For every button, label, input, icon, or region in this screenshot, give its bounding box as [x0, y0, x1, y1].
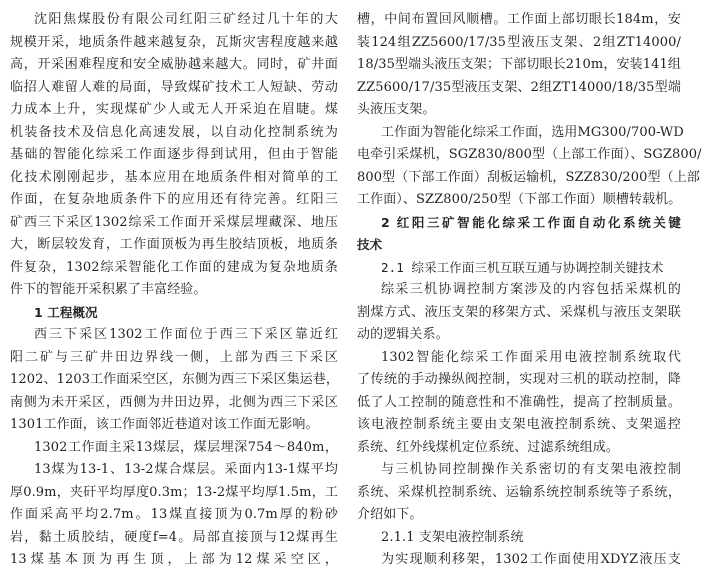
text-line: 南侧为未开采区，西侧为井田边界，北侧为西三下采区	[10, 394, 338, 410]
text-line: 系统、红外线煤机定位系统、过滤系统组成。	[357, 439, 620, 455]
text-line: 阳二矿与三矿井田边界线一侧，上部为西三下采区	[10, 349, 338, 365]
text-line: ZZ5600/17/35型液压支架、2组ZT14000/18/35型端	[357, 79, 681, 95]
text-line: 了传统的手动操纵阀控制，实现对三机的联动控制，降	[357, 372, 681, 387]
text-line: 介绍如下。	[357, 507, 423, 522]
text-line: 临招人难留人难的局面，导致煤矿技术工人短缺、劳动	[10, 79, 338, 95]
text-line: 工作面）、SZZ800/250型（下部工作面）顺槽转载机。	[357, 192, 682, 207]
text-line: 基础的智能化综采工作面逐步得到试用，但由于智能	[10, 147, 338, 162]
text-line: 头液压支架。	[357, 102, 436, 117]
text-line: 高，开采困难程度和安全威胁越来越大。同时，矿井面	[10, 57, 338, 72]
text-line: 与三机协同控制操作关系密切的有支架电液控制	[381, 462, 681, 477]
text-line: 系统、采煤机控制系统、运输系统控制系统等子系统，	[357, 484, 681, 500]
section-heading: 1 工程概况	[34, 304, 98, 320]
text-line: 大，断层较发育，工作面顶板为再生胶结顶板，地质条	[10, 237, 338, 252]
text-line: 矿西三下采区1302综采工作面开采煤层埋藏深、地压	[10, 214, 338, 230]
text-line: 13煤为13-1、13-2煤合煤层。采面内13-1煤平均	[34, 462, 338, 477]
text-line: 1302智能化综采工作面采用电液控制系统取代	[381, 349, 681, 365]
text-line: 规模开采，地质条件越来越复杂，瓦斯灾害程度越来越	[10, 34, 338, 50]
text-line: 2.1.1 支架电液控制系统	[381, 529, 524, 545]
text-line: 工作面为智能化综采工作面，选用MG300/700-WD	[381, 124, 684, 140]
text-line: 装124组ZZ5600/17/35型液压支架、2组ZT14000/	[357, 34, 681, 50]
text-line: 综采三机协调控制方案涉及的内容包括采煤机的	[381, 282, 681, 297]
text-line: 作面采高平均2.7m。13煤直接顶为0.7m厚的粉砂	[10, 507, 338, 522]
text-line: 沈阳焦煤股份有限公司红阳三矿经过几十年的大	[34, 12, 338, 27]
text-line: 18/35型端头液压支架；下部切眼长210m，安装141组	[357, 57, 681, 72]
text-line: 件复杂，1302综采智能化工作面的建成为复杂地质条	[10, 259, 338, 275]
text-line: 厚0.9m，夹矸平均厚度0.3m；13-2煤平均厚1.5m，工	[10, 484, 338, 500]
text-line: 机装备技术及信息化高速发展，以自动化控制系统为	[10, 124, 338, 140]
section-heading: 2 红阳三矿智能化综采工作面自动化系统关键	[381, 214, 681, 230]
text-line: 槽，中间布置回风顺槽。工作面上部切眼长184m，安	[357, 12, 681, 27]
text-line: 1302工作面主采13煤层，煤层埋深754～840m，	[34, 439, 338, 455]
text-line: 力成本上升，实现煤矿少人或无人开采迫在眉睫。煤	[10, 102, 338, 117]
text-line: 800型（下部工作面）刮板运输机，SZZ830/200型（上部	[357, 169, 700, 185]
text-line: 动的逻辑关系。	[357, 327, 449, 342]
right-text-column	[357, 9, 702, 572]
text-line: 作面，在复杂地质条件下的应用还有待完善。红阳三	[10, 192, 338, 207]
text-line: 1301工作面，该工作面邻近巷道对该工作面无影响。	[10, 417, 319, 432]
section-heading: 2.1 综采工作面三机互联互通与协调控制关键技术	[381, 259, 664, 275]
text-line: 该电液控制系统主要由支架电液控制系统、支架遥控	[357, 417, 681, 432]
text-line: 西三下采区1302工作面位于西三下采区靠近红	[34, 327, 338, 342]
text-line: 化技术刚刚起步，基本应用在地质条件相对简单的工	[10, 169, 338, 185]
text-line: 1202、1203工作面采空区，东侧为西三下采区集运巷，	[10, 372, 339, 387]
text-line: 电牵引采煤机，SGZ830/800型（上部工作面）、SGZ800/	[357, 147, 702, 162]
text-line: 件下的智能开采积累了丰富经验。	[10, 282, 207, 297]
left-text-column	[10, 9, 338, 572]
text-line: 低了人工控制的随意性和不准确性，提高了控制质量。	[357, 394, 681, 410]
section-heading: 技术	[357, 237, 383, 252]
text-line: 割煤方式、液压支架的移架方式、采煤机与液压支架联	[357, 304, 681, 320]
text-line: 为实现顺利移架，1302工作面使用XDYZ液压支	[381, 552, 681, 567]
text-line: 13煤基本顶为再生顶，上部为12煤采空区，	[10, 552, 338, 567]
text-line: 岩，黏土质胶结，硬度f=4。局部直接顶与12煤再生	[10, 529, 338, 545]
